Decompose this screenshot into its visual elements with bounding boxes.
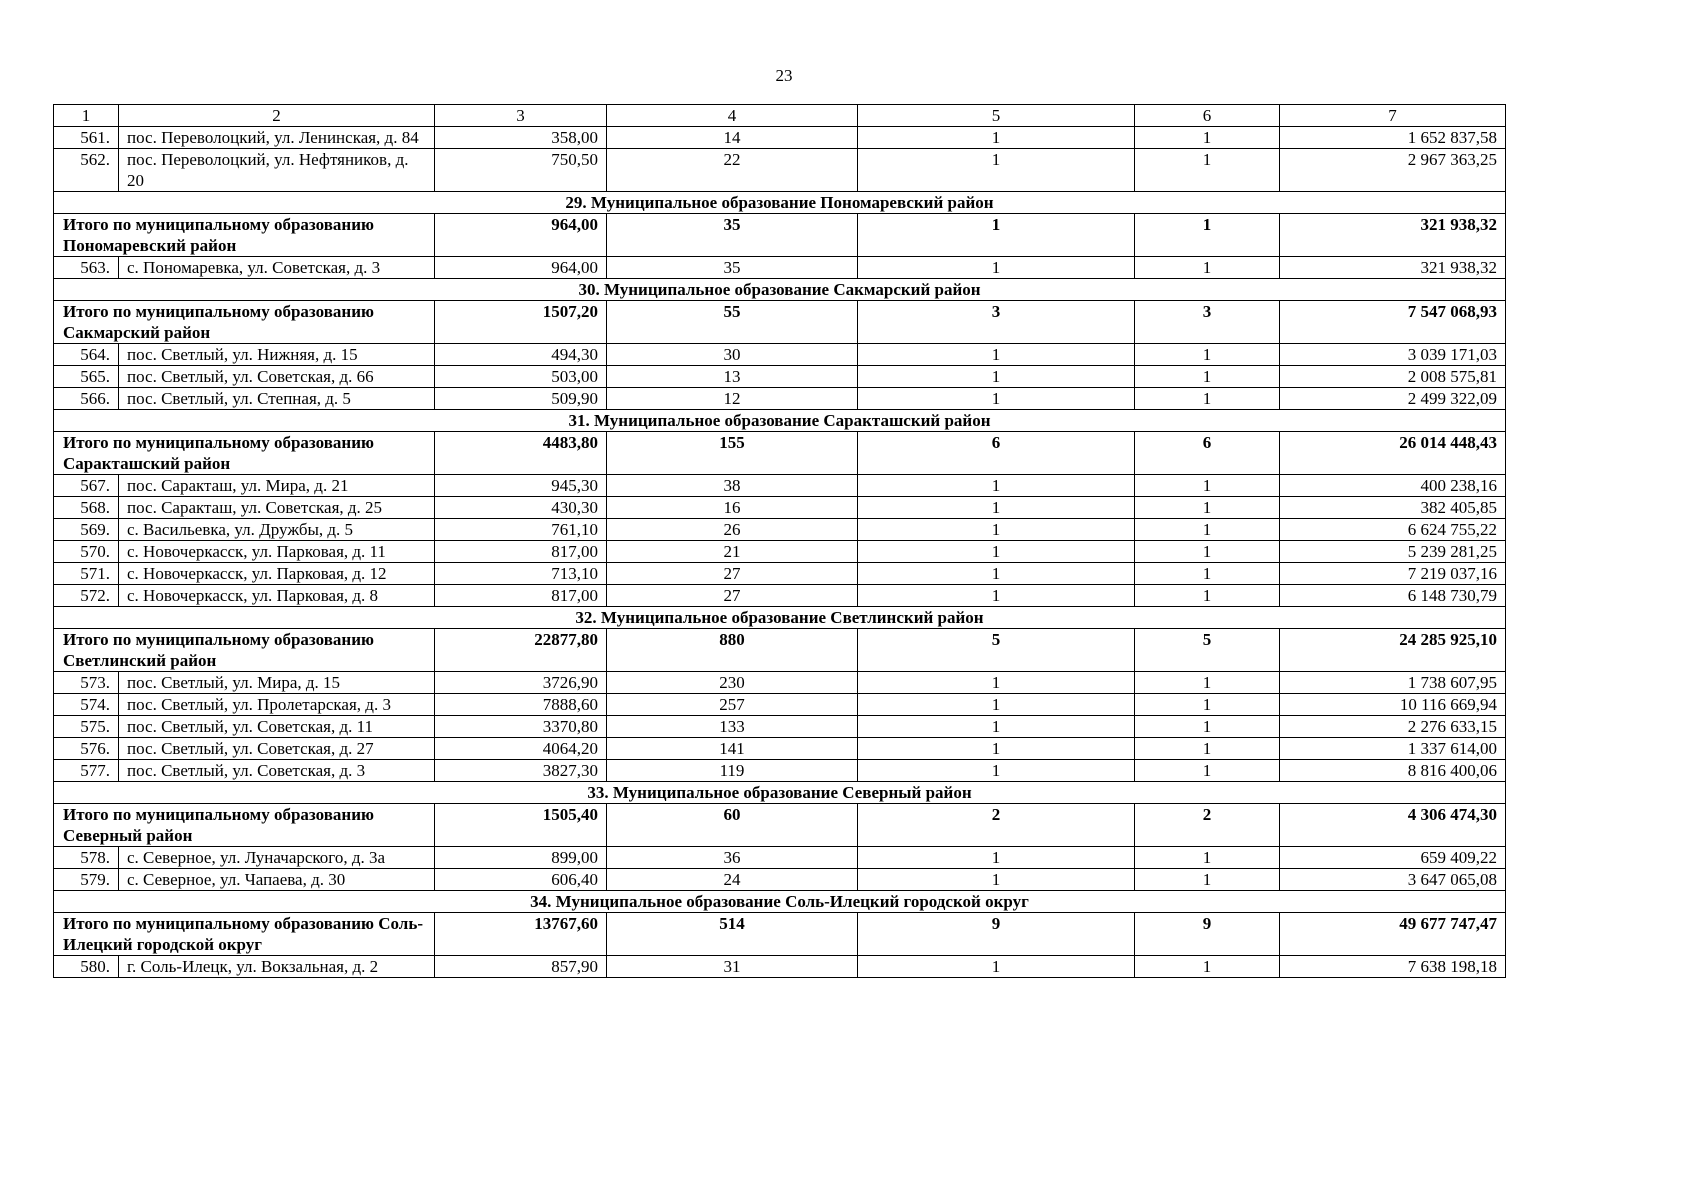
row-number: 577.: [54, 760, 119, 782]
total-col6: 3: [1135, 301, 1280, 344]
cost: 659 409,22: [1280, 847, 1506, 869]
table-row: [54, 149, 1506, 192]
area: 358,00: [435, 127, 607, 149]
total-area: 1505,40: [435, 804, 607, 847]
area: 3370,80: [435, 716, 607, 738]
address: с. Новочеркасск, ул. Парковая, д. 12: [119, 563, 435, 585]
table-row: [54, 388, 1506, 410]
table-row: [54, 585, 1506, 607]
table-row: [54, 497, 1506, 519]
address: пос. Светлый, ул. Советская, д. 27: [119, 738, 435, 760]
row-number: 570.: [54, 541, 119, 563]
section-header-row: [54, 891, 1506, 913]
cost: 7 638 198,18: [1280, 956, 1506, 978]
table-body: [54, 105, 1506, 978]
total-col6: 1: [1135, 214, 1280, 257]
row-number: 568.: [54, 497, 119, 519]
col5: 1: [858, 956, 1135, 978]
total-label: Итого по муниципальному образованию Саракташский район: [54, 432, 435, 475]
total-people: 35: [607, 214, 858, 257]
total-row: [54, 629, 1506, 672]
table-row: [54, 257, 1506, 279]
address: пос. Саракташ, ул. Советская, д. 25: [119, 497, 435, 519]
total-col6: 2: [1135, 804, 1280, 847]
col5: 1: [858, 760, 1135, 782]
section-title: 32. Муниципальное образование Светлинский район: [54, 607, 1506, 629]
col5: 1: [858, 694, 1135, 716]
col6: 1: [1135, 475, 1280, 497]
column-number: 1: [54, 105, 119, 127]
address: с. Северное, ул. Чапаева, д. 30: [119, 869, 435, 891]
table-row: [54, 127, 1506, 149]
col5: 1: [858, 475, 1135, 497]
col6: 1: [1135, 366, 1280, 388]
cost: 3 647 065,08: [1280, 869, 1506, 891]
area: 857,90: [435, 956, 607, 978]
row-number: 567.: [54, 475, 119, 497]
people: 257: [607, 694, 858, 716]
table-row: [54, 738, 1506, 760]
table-row: [54, 716, 1506, 738]
cost: 2 967 363,25: [1280, 149, 1506, 192]
total-area: 1507,20: [435, 301, 607, 344]
row-number: 566.: [54, 388, 119, 410]
col6: 1: [1135, 563, 1280, 585]
row-number: 572.: [54, 585, 119, 607]
people: 141: [607, 738, 858, 760]
column-number: 3: [435, 105, 607, 127]
total-label: Итого по муниципальному образованию Сакмарский район: [54, 301, 435, 344]
col5: 1: [858, 563, 1135, 585]
total-cost: 7 547 068,93: [1280, 301, 1506, 344]
cost: 6 624 755,22: [1280, 519, 1506, 541]
area: 750,50: [435, 149, 607, 192]
cost: 8 816 400,06: [1280, 760, 1506, 782]
col6: 1: [1135, 716, 1280, 738]
page-number: 23: [775, 66, 793, 85]
area: 7888,60: [435, 694, 607, 716]
area: 3726,90: [435, 672, 607, 694]
row-number: 573.: [54, 672, 119, 694]
col6: 1: [1135, 541, 1280, 563]
area: 509,90: [435, 388, 607, 410]
col5: 1: [858, 672, 1135, 694]
area: 899,00: [435, 847, 607, 869]
section-title: 34. Муниципальное образование Соль-Илецкий городской округ: [54, 891, 1506, 913]
area: 430,30: [435, 497, 607, 519]
area: 761,10: [435, 519, 607, 541]
people: 119: [607, 760, 858, 782]
total-col5: 6: [858, 432, 1135, 475]
area: 945,30: [435, 475, 607, 497]
table-row: [54, 869, 1506, 891]
total-area: 4483,80: [435, 432, 607, 475]
total-col5: 3: [858, 301, 1135, 344]
total-row: [54, 804, 1506, 847]
col6: 1: [1135, 149, 1280, 192]
section-header-row: [54, 192, 1506, 214]
people: 12: [607, 388, 858, 410]
total-people: 55: [607, 301, 858, 344]
col6: 1: [1135, 519, 1280, 541]
col5: 1: [858, 519, 1135, 541]
table-row: [54, 541, 1506, 563]
section-header-row: [54, 279, 1506, 301]
total-cost: 24 285 925,10: [1280, 629, 1506, 672]
total-cost: 49 677 747,47: [1280, 913, 1506, 956]
col5: 1: [858, 716, 1135, 738]
area: 817,00: [435, 585, 607, 607]
col6: 1: [1135, 127, 1280, 149]
cost: 400 238,16: [1280, 475, 1506, 497]
table-row: [54, 847, 1506, 869]
people: 22: [607, 149, 858, 192]
col5: 1: [858, 541, 1135, 563]
people: 14: [607, 127, 858, 149]
col5: 1: [858, 585, 1135, 607]
cost: 382 405,85: [1280, 497, 1506, 519]
table-row: [54, 672, 1506, 694]
total-col5: 2: [858, 804, 1135, 847]
table-row: [54, 760, 1506, 782]
col6: 1: [1135, 869, 1280, 891]
cost: 2 008 575,81: [1280, 366, 1506, 388]
col5: 1: [858, 344, 1135, 366]
section-header-row: [54, 607, 1506, 629]
total-col5: 9: [858, 913, 1135, 956]
col5: 1: [858, 127, 1135, 149]
cost: 1 337 614,00: [1280, 738, 1506, 760]
people: 36: [607, 847, 858, 869]
people: 230: [607, 672, 858, 694]
section-title: 31. Муниципальное образование Саракташский район: [54, 410, 1506, 432]
total-cost: 26 014 448,43: [1280, 432, 1506, 475]
people: 21: [607, 541, 858, 563]
cost: 10 116 669,94: [1280, 694, 1506, 716]
cost: 2 499 322,09: [1280, 388, 1506, 410]
row-number: 580.: [54, 956, 119, 978]
cost: 1 738 607,95: [1280, 672, 1506, 694]
total-label: Итого по муниципальному образованию Светлинский район: [54, 629, 435, 672]
area: 713,10: [435, 563, 607, 585]
col5: 1: [858, 497, 1135, 519]
col5: 1: [858, 388, 1135, 410]
total-people: 155: [607, 432, 858, 475]
total-row: [54, 913, 1506, 956]
cost: 1 652 837,58: [1280, 127, 1506, 149]
total-area: 13767,60: [435, 913, 607, 956]
section-header-row: [54, 410, 1506, 432]
col5: 1: [858, 257, 1135, 279]
address: пос. Светлый, ул. Советская, д. 11: [119, 716, 435, 738]
cost: 321 938,32: [1280, 257, 1506, 279]
col5: 1: [858, 847, 1135, 869]
address: пос. Переволоцкий, ул. Нефтяников, д. 20: [119, 149, 435, 192]
column-number: 4: [607, 105, 858, 127]
row-number: 578.: [54, 847, 119, 869]
address: пос. Переволоцкий, ул. Ленинская, д. 84: [119, 127, 435, 149]
col5: 1: [858, 738, 1135, 760]
table-row: [54, 366, 1506, 388]
column-number: 2: [119, 105, 435, 127]
table-row: [54, 344, 1506, 366]
column-number: 5: [858, 105, 1135, 127]
col6: 1: [1135, 388, 1280, 410]
total-col6: 9: [1135, 913, 1280, 956]
total-label: Итого по муниципальному образованию Соль-Илецкий городской округ: [54, 913, 435, 956]
col6: 1: [1135, 956, 1280, 978]
table-row: [54, 475, 1506, 497]
address: пос. Светлый, ул. Советская, д. 3: [119, 760, 435, 782]
address: пос. Светлый, ул. Пролетарская, д. 3: [119, 694, 435, 716]
row-number: 576.: [54, 738, 119, 760]
cost: 7 219 037,16: [1280, 563, 1506, 585]
total-row: [54, 301, 1506, 344]
address: с. Северное, ул. Луначарского, д. 3а: [119, 847, 435, 869]
col5: 1: [858, 149, 1135, 192]
address: г. Соль-Илецк, ул. Вокзальная, д. 2: [119, 956, 435, 978]
area: 606,40: [435, 869, 607, 891]
people: 35: [607, 257, 858, 279]
col6: 1: [1135, 672, 1280, 694]
col5: 1: [858, 366, 1135, 388]
total-col6: 6: [1135, 432, 1280, 475]
area: 4064,20: [435, 738, 607, 760]
address: пос. Светлый, ул. Мира, д. 15: [119, 672, 435, 694]
people: 31: [607, 956, 858, 978]
total-cost: 4 306 474,30: [1280, 804, 1506, 847]
people: 13: [607, 366, 858, 388]
row-number: 563.: [54, 257, 119, 279]
total-col5: 1: [858, 214, 1135, 257]
address: с. Новочеркасск, ул. Парковая, д. 8: [119, 585, 435, 607]
total-row: [54, 214, 1506, 257]
total-people: 514: [607, 913, 858, 956]
total-row: [54, 432, 1506, 475]
col5: 1: [858, 869, 1135, 891]
col6: 1: [1135, 344, 1280, 366]
table-row: [54, 563, 1506, 585]
people: 24: [607, 869, 858, 891]
area: 503,00: [435, 366, 607, 388]
address: с. Пономаревка, ул. Советская, д. 3: [119, 257, 435, 279]
cost: 6 148 730,79: [1280, 585, 1506, 607]
people: 30: [607, 344, 858, 366]
housing-table: [53, 104, 1506, 978]
total-col6: 5: [1135, 629, 1280, 672]
col6: 1: [1135, 497, 1280, 519]
section-header-row: [54, 782, 1506, 804]
row-number: 574.: [54, 694, 119, 716]
address: пос. Саракташ, ул. Мира, д. 21: [119, 475, 435, 497]
people: 133: [607, 716, 858, 738]
row-number: 564.: [54, 344, 119, 366]
row-number: 562.: [54, 149, 119, 192]
row-number: 579.: [54, 869, 119, 891]
row-number: 575.: [54, 716, 119, 738]
total-label: Итого по муниципальному образованию Северный район: [54, 804, 435, 847]
people: 27: [607, 563, 858, 585]
section-title: 29. Муниципальное образование Пономаревский район: [54, 192, 1506, 214]
row-number: 561.: [54, 127, 119, 149]
area: 817,00: [435, 541, 607, 563]
address: с. Васильевка, ул. Дружбы, д. 5: [119, 519, 435, 541]
total-people: 60: [607, 804, 858, 847]
col6: 1: [1135, 738, 1280, 760]
area: 3827,30: [435, 760, 607, 782]
area: 964,00: [435, 257, 607, 279]
address: пос. Светлый, ул. Степная, д. 5: [119, 388, 435, 410]
column-number-row: [54, 105, 1506, 127]
section-title: 33. Муниципальное образование Северный район: [54, 782, 1506, 804]
col6: 1: [1135, 694, 1280, 716]
col6: 1: [1135, 760, 1280, 782]
total-cost: 321 938,32: [1280, 214, 1506, 257]
col6: 1: [1135, 847, 1280, 869]
cost: 5 239 281,25: [1280, 541, 1506, 563]
table-row: [54, 694, 1506, 716]
address: пос. Светлый, ул. Нижняя, д. 15: [119, 344, 435, 366]
address: пос. Светлый, ул. Советская, д. 66: [119, 366, 435, 388]
table-row: [54, 519, 1506, 541]
row-number: 571.: [54, 563, 119, 585]
section-title: 30. Муниципальное образование Сакмарский район: [54, 279, 1506, 301]
area: 494,30: [435, 344, 607, 366]
column-number: 7: [1280, 105, 1506, 127]
people: 38: [607, 475, 858, 497]
total-label: Итого по муниципальному образованию Пономаревский район: [54, 214, 435, 257]
total-people: 880: [607, 629, 858, 672]
people: 27: [607, 585, 858, 607]
cost: 3 039 171,03: [1280, 344, 1506, 366]
col6: 1: [1135, 585, 1280, 607]
row-number: 569.: [54, 519, 119, 541]
total-area: 22877,80: [435, 629, 607, 672]
table-row: [54, 956, 1506, 978]
total-col5: 5: [858, 629, 1135, 672]
people: 26: [607, 519, 858, 541]
cost: 2 276 633,15: [1280, 716, 1506, 738]
col6: 1: [1135, 257, 1280, 279]
people: 16: [607, 497, 858, 519]
column-number: 6: [1135, 105, 1280, 127]
total-area: 964,00: [435, 214, 607, 257]
row-number: 565.: [54, 366, 119, 388]
address: с. Новочеркасск, ул. Парковая, д. 11: [119, 541, 435, 563]
